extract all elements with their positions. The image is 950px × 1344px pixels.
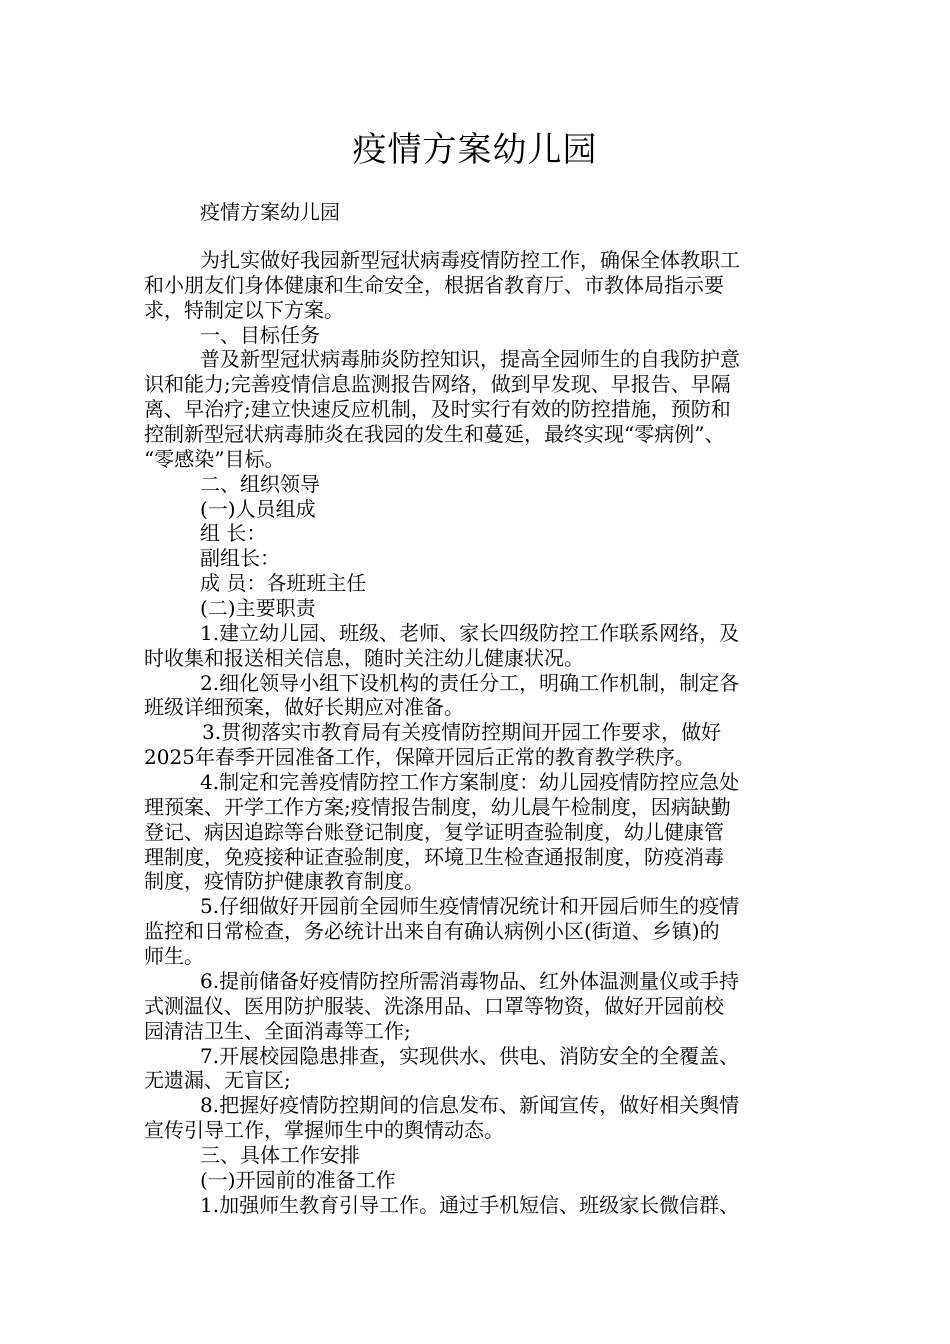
paragraph-line: 3.贯彻落实市教育局有关疫情防控期间开园工作要求，做好 bbox=[202, 720, 722, 745]
paragraph-line: 制度，疫情防护健康教育制度。 bbox=[144, 869, 424, 894]
paragraph-line: 宣传引导工作，掌握师生中的舆情动态。 bbox=[144, 1118, 504, 1143]
paragraph-line: 一、目标任务 bbox=[200, 322, 320, 347]
document-subtitle: 疫情方案幼儿园 bbox=[200, 200, 340, 224]
paragraph-line: 登记、病因追踪等台账登记制度，复学证明查验制度，幼儿健康管 bbox=[144, 819, 724, 844]
paragraph-line: 无遗漏、无盲区; bbox=[144, 1068, 291, 1093]
document-title: 疫情方案幼儿园 bbox=[352, 130, 598, 170]
paragraph-line: 1.建立幼儿园、班级、老师、家长四级防控工作联系网络，及 bbox=[200, 620, 740, 645]
paragraph-line: 2025年春季开园准备工作，保障开园后正常的教育教学秩序。 bbox=[144, 745, 695, 770]
document-body bbox=[144, 248, 814, 1218]
paragraph-line: 识和能力;完善疫情信息监测报告网络，做到早发现、早报告、早隔 bbox=[144, 372, 731, 397]
paragraph-line: 控制新型冠状病毒肺炎在我园的发生和蔓延，最终实现“零病例”、 bbox=[144, 422, 725, 447]
paragraph-line: 1.加强师生教育引导工作。通过手机短信、班级家长微信群、 bbox=[200, 1192, 740, 1217]
paragraph-line: 普及新型冠状病毒肺炎防控知识，提高全园师生的自我防护意 bbox=[200, 347, 740, 372]
paragraph-line: 副组长： bbox=[200, 546, 280, 571]
paragraph-line: 为扎实做好我园新型冠状病毒疫情防控工作，确保全体教职工 bbox=[200, 248, 740, 272]
paragraph-line: 师生。 bbox=[144, 944, 204, 969]
paragraph-line: 时收集和报送相关信息，随时关注幼儿健康状况。 bbox=[144, 645, 584, 670]
paragraph-line: 2.细化领导小组下设机构的责任分工，明确工作机制，制定各 bbox=[200, 670, 740, 695]
paragraph-line: 和小朋友们身体健康和生命安全，根据省教育厅、市教体局指示要 bbox=[144, 272, 724, 297]
paragraph-line: 8.把握好疫情防控期间的信息发布、新闻宣传，做好相关舆情 bbox=[200, 1093, 740, 1118]
paragraph-line: (一)人员组成 bbox=[200, 496, 316, 521]
paragraph-line: 6.提前储备好疫情防控所需消毒物品、红外体温测量仪或手持 bbox=[200, 968, 740, 993]
paragraph-line: 园清洁卫生、全面消毒等工作; bbox=[144, 1018, 411, 1043]
paragraph-line: 成 员：各班班主任 bbox=[200, 571, 367, 596]
paragraph-line: 二、组织领导 bbox=[200, 471, 320, 496]
paragraph-line: “零感染”目标。 bbox=[144, 446, 285, 471]
paragraph-line: 式测温仪、医用防护服装、洗涤用品、口罩等物资，做好开园前校 bbox=[144, 993, 724, 1018]
paragraph-line: 监控和日常检查，务必统计出来自有确认病例小区(街道、乡镇)的 bbox=[144, 919, 720, 944]
paragraph-line: 离、早治疗;建立快速反应机制，及时实行有效的防控措施，预防和 bbox=[144, 397, 731, 422]
paragraph-line: 7.开展校园隐患排查，实现供水、供电、消防安全的全覆盖、 bbox=[200, 1043, 740, 1068]
paragraph-line: 三、具体工作安排 bbox=[200, 1142, 360, 1167]
paragraph-line: (一)开园前的准备工作 bbox=[200, 1167, 396, 1192]
paragraph-line: 理制度，免疫接种证查验制度，环境卫生检查通报制度，防疫消毒 bbox=[144, 844, 724, 869]
paragraph-line: (二)主要职责 bbox=[200, 596, 316, 621]
paragraph-line: 5.仔细做好开园前全园师生疫情情况统计和开园后师生的疫情 bbox=[200, 894, 740, 919]
paragraph-line: 求，特制定以下方案。 bbox=[144, 297, 344, 322]
paragraph-line: 班级详细预案，做好长期应对准备。 bbox=[144, 695, 464, 720]
paragraph-line: 组 长： bbox=[200, 521, 267, 546]
paragraph-line: 4.制定和完善疫情防控工作方案制度：幼儿园疫情防控应急处 bbox=[200, 770, 740, 795]
paragraph-line: 理预案、开学工作方案;疫情报告制度，幼儿晨午检制度，因病缺勤 bbox=[144, 794, 731, 819]
